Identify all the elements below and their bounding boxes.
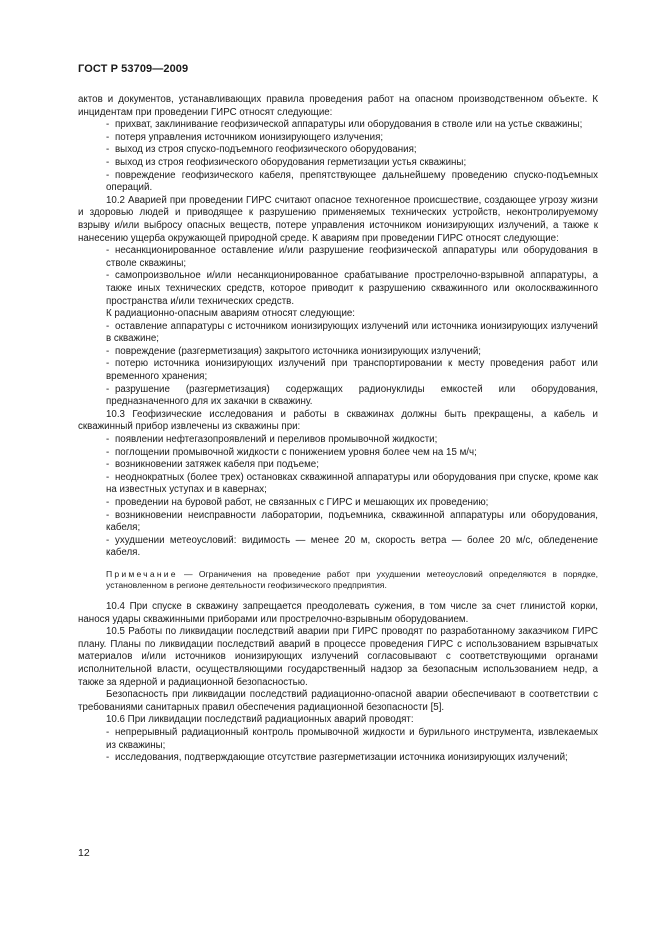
list-item	[78, 447, 598, 460]
list-item	[78, 157, 598, 170]
list-dash: -	[106, 752, 110, 764]
list-item	[78, 170, 598, 195]
list-item-text: появлении нефтегазопроявлений и переливов промывочной жидкости;	[115, 434, 438, 446]
list-dash: -	[106, 245, 110, 257]
document-body	[78, 94, 598, 765]
list-item	[78, 144, 598, 157]
paragraph: К радиационно-опасным авариям относят следующие:	[106, 308, 356, 320]
list-dash: -	[106, 320, 110, 332]
list-item	[78, 510, 598, 535]
list-item	[78, 245, 598, 270]
list-dash: -	[106, 509, 110, 521]
paragraph: 10.3 Геофизические исследования и работы в скважинах должны быть прекращены, а кабель и скважинный прибор извлечены из скважины при:	[78, 408, 598, 433]
list-dash: -	[106, 534, 110, 546]
list-item-text: самопроизвольное и/или несанкционированное срабатывание прострелочно-взрывной аппаратуры, а также иных технических средств, которое приводит к разрушению скважинного или околоскважинного пространства и/или технических средств.	[106, 270, 598, 307]
list-item	[78, 472, 598, 497]
note-text: — Ограничения на проведение работ при ухудшении метеоусловий определяются в порядке, установленном в регионе деятельности геофизического предприятия.	[106, 568, 598, 591]
list-dash: -	[106, 383, 110, 395]
list-dash: -	[106, 119, 110, 131]
list-item	[78, 497, 598, 510]
list-item-text: выход из строя геофизического оборудования герметизации устья скважины;	[115, 156, 467, 168]
list-item	[78, 119, 598, 132]
paragraph: 10.6 При ликвидации последствий радиационных аварий проводят:	[106, 714, 414, 726]
list-dash: -	[106, 144, 110, 156]
list-item	[78, 434, 598, 447]
paragraph: 10.4 При спуске в скважину запрещается преодолевать сужения, в том числе за счет глинистой корки, нанося удары скважинными приборами или прострелочно-взрывным оборудованием.	[78, 600, 598, 625]
list-item	[78, 321, 598, 346]
list-item-text: повреждение (разгерметизация) закрытого источника ионизирующих излучений;	[115, 345, 482, 357]
list-item-text: поглощении промывочной жидкости с понижением уровня более чем на 15 м/ч;	[115, 446, 477, 458]
document-header: ГОСТ Р 53709—2009	[78, 63, 189, 75]
list-item	[78, 384, 598, 409]
list-item-text: возникновении неисправности лаборатории, подъемника, скважинной аппаратуры или оборудования, кабеля;	[106, 509, 598, 534]
paragraph: Безопасность при ликвидации последствий радиационно-опасной аварии обеспечивают в соответствии с требованиями санитарных правил обеспечения радиационной безопасности [5].	[78, 689, 598, 713]
list-item-text: оставление аппаратуры с источником ионизирующих излучений или источника ионизирующих излучений в скважине;	[106, 320, 598, 345]
list-item-text: прихват, заклинивание геофизической аппаратуры или оборудования в стволе или на устье скважины;	[115, 119, 583, 131]
list-item	[78, 535, 598, 560]
page-number: 12	[78, 847, 90, 859]
list-item	[78, 346, 598, 359]
paragraph: 10.2 Аварией при проведении ГИРС считают опасное техногенное происшествие, создающее угрозу жизни и здоровью людей и приводящее к разрушению применяемых технических устройств, неконтролируемому взрыву и/или выбросу опасных веществ, потере управления источником ионизирующих излучений, а также к нанесению ущерба окружающей природной среде. К авариям при проведении ГИРС относят следующие:	[78, 194, 598, 244]
list-item	[78, 358, 598, 383]
list-dash: -	[106, 497, 110, 508]
list-item-text: непрерывный радиационный контроль промывочной жидкости и бурильного инструмента, извлекаемых из скважины;	[106, 726, 598, 751]
list-dash: -	[106, 358, 110, 370]
list-dash: -	[106, 446, 110, 458]
list-item	[78, 752, 598, 765]
list-item	[78, 459, 598, 472]
list-item	[78, 132, 598, 145]
list-dash: -	[106, 131, 110, 143]
paragraph: 10.5 Работы по ликвидации последствий аварии при ГИРС проводят по разработанному заказчиком ГИРС плану. Планы по ликвидации последствий аварий в процессе проведения ГИРС с использованием взрывчатых материалов и/или источников ионизирующих излучений согласовывают с соответствующими органами исполнительной власти, осуществляющими государственный надзор за безопасным использованием недр, а также за ядерной и радиационной безопасностью.	[78, 626, 598, 688]
list-item-text: неоднократных (более трех) остановках скважинной аппаратуры или оборудования при спуске, кроме как на известных уступах и в кавернах;	[106, 471, 598, 496]
list-dash: -	[106, 169, 110, 181]
list-item-text: повреждение геофизического кабеля, препятствующее дальнейшему проведению спуско-подъемных операций.	[106, 169, 598, 194]
list-item-text: проведении на буровой работ, не связанных с ГИРС и мешающих их проведению;	[115, 497, 489, 508]
list-dash: -	[106, 459, 110, 471]
list-item-text: исследования, подтверждающие отсутствие разгерметизации источника ионизирующих излучений;	[115, 752, 568, 764]
list-dash: -	[106, 471, 110, 483]
list-dash: -	[106, 270, 110, 282]
list-dash: -	[106, 345, 110, 357]
list-dash: -	[106, 156, 110, 168]
list-item-text: потерю источника ионизирующих излучений при транспортировании к месту проведения работ или временного хранения;	[106, 358, 598, 383]
list-item-text: несанкционированное оставление и/или разрушение геофизической аппаратуры или оборудования в стволе скважины;	[106, 245, 598, 269]
note	[78, 569, 598, 592]
list-item-text: ухудшении метеоусловий: видимость — менее 20 м, скорость ветра — более 20 м/с, обледенение кабеля.	[106, 534, 598, 559]
paragraph: актов и документов, устанавливающих правила проведения работ на опасном производственном объекте. К инцидентам при проведении ГИРС относят следующие:	[78, 94, 598, 118]
note-label: Примечание	[106, 568, 178, 579]
list-item-text: выход из строя спуско-подъемного геофизического оборудования;	[115, 144, 417, 156]
list-item	[78, 727, 598, 752]
list-item-text: возникновении затяжек кабеля при подъеме;	[115, 459, 319, 471]
list-dash: -	[106, 434, 110, 446]
list-item-text: потеря управления источником ионизирующего излучения;	[115, 131, 384, 143]
list-dash: -	[106, 726, 110, 738]
list-item-text: разрушение (разгерметизация) содержащих радионуклиды емкостей или оборудования, предназначенного для их закачки в скважину.	[106, 383, 598, 408]
list-item	[78, 270, 598, 308]
